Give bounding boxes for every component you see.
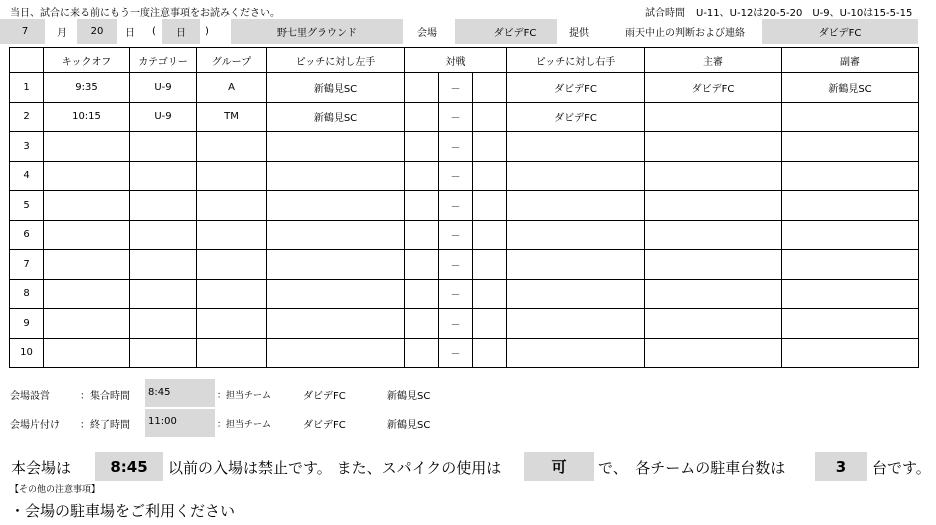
- cell-group: A: [197, 73, 267, 103]
- paren-open: (: [152, 26, 156, 37]
- setup-label: 会場設営: [10, 391, 50, 402]
- ground-name: 野七里グラウンド: [277, 28, 357, 39]
- table-row: [10, 250, 919, 280]
- cell-no: 10: [10, 338, 44, 368]
- cell-left: [267, 250, 405, 280]
- cell-left: 新鶴見SC: [267, 102, 405, 132]
- score-cell: [405, 279, 439, 309]
- cell-category: [130, 132, 197, 162]
- score-cell: [473, 73, 507, 103]
- header-group: グループ: [197, 48, 267, 73]
- table-row: [10, 102, 919, 132]
- header-referee: 主審: [645, 48, 782, 73]
- entry-mid1: 以前の入場は禁止です。 また、スパイクの使用は: [168, 459, 502, 477]
- cell-left: [267, 309, 405, 339]
- score-cell: [473, 191, 507, 221]
- score-cell: [405, 161, 439, 191]
- cell-vs: －: [439, 220, 473, 250]
- cell-group: [197, 161, 267, 191]
- cell-no: 6: [10, 220, 44, 250]
- cell-category: [130, 338, 197, 368]
- cell-vs: －: [439, 250, 473, 280]
- score-cell: [473, 220, 507, 250]
- setup-time: 8:45: [148, 387, 171, 398]
- cell-referee: [645, 338, 782, 368]
- cell-kickoff: [44, 191, 130, 221]
- cell-category: [130, 309, 197, 339]
- cell-kickoff: [44, 250, 130, 280]
- header-left-team: ピッチに対し左手: [267, 48, 405, 73]
- cell-assistant: [782, 161, 919, 191]
- rain-label: 雨天中止の判断および連絡: [625, 28, 745, 39]
- score-cell: [405, 73, 439, 103]
- cell-left: [267, 279, 405, 309]
- cell-group: [197, 220, 267, 250]
- provider-label: 提供: [569, 28, 589, 39]
- header-match: 対戦: [405, 48, 507, 73]
- cell-kickoff: 10:15: [44, 102, 130, 132]
- cleanup-team2: 新鶴見SC: [387, 420, 431, 431]
- cell-kickoff: [44, 132, 130, 162]
- entry-time: 8:45: [95, 452, 163, 481]
- cell-group: [197, 250, 267, 280]
- cleanup-time-label: ：終了時間: [80, 420, 130, 431]
- cell-vs: －: [439, 191, 473, 221]
- score-cell: [473, 250, 507, 280]
- cell-referee: [645, 191, 782, 221]
- entry-suffix: 台です。: [872, 459, 931, 477]
- cell-assistant: [782, 279, 919, 309]
- cell-right: ダビデFC: [507, 102, 645, 132]
- score-cell: [473, 338, 507, 368]
- score-cell: [473, 309, 507, 339]
- cell-group: TM: [197, 102, 267, 132]
- notice-text: 当日、試合に来る前にもう一度注意事項をお読みください。: [10, 8, 280, 19]
- table-row: [10, 132, 919, 162]
- entry-parking: 3: [815, 452, 867, 481]
- note-item: ・会場の駐車場をご利用ください: [10, 502, 236, 520]
- entry-mid2: で、 各チームの駐車台数は: [598, 459, 786, 477]
- table-header-row: [10, 48, 919, 73]
- header-right-team: ピッチに対し右手: [507, 48, 645, 73]
- cell-left: [267, 191, 405, 221]
- cell-group: [197, 279, 267, 309]
- score-cell: [405, 102, 439, 132]
- cell-right: [507, 191, 645, 221]
- score-cell: [473, 279, 507, 309]
- setup-team-label: ：担当チーム: [217, 391, 272, 401]
- day-value: 20: [90, 26, 104, 37]
- venue-label: 会場: [417, 28, 437, 39]
- cleanup-label: 会場片付け: [10, 420, 60, 431]
- cell-kickoff: [44, 220, 130, 250]
- rain-contact: ダビデFC: [818, 28, 862, 39]
- cell-right: [507, 132, 645, 162]
- entry-prefix: 本会場は: [11, 459, 72, 477]
- cell-assistant: [782, 102, 919, 132]
- cell-right: [507, 279, 645, 309]
- cell-no: 1: [10, 73, 44, 103]
- score-cell: [405, 309, 439, 339]
- cell-no: 5: [10, 191, 44, 221]
- cell-left: [267, 338, 405, 368]
- cell-assistant: [782, 220, 919, 250]
- cell-assistant: [782, 309, 919, 339]
- other-notes-label: 【その他の注意事項】: [10, 485, 101, 495]
- score-cell: [405, 338, 439, 368]
- score-cell: [473, 102, 507, 132]
- cell-assistant: [782, 250, 919, 280]
- cleanup-team1: ダビデFC: [303, 420, 346, 431]
- score-cell: [405, 191, 439, 221]
- cell-referee: ダビデFC: [645, 73, 782, 103]
- paren-close: ): [205, 26, 209, 37]
- cell-kickoff: [44, 338, 130, 368]
- table-row: [10, 309, 919, 339]
- cleanup-team-label: ：担当チーム: [217, 420, 272, 430]
- cell-vs: －: [439, 309, 473, 339]
- cell-referee: [645, 132, 782, 162]
- cell-vs: －: [439, 73, 473, 103]
- cell-left: [267, 220, 405, 250]
- header-assistant: 副審: [782, 48, 919, 73]
- venue-name: ダビデFC: [493, 28, 537, 39]
- header-no: [10, 48, 44, 73]
- cell-category: [130, 250, 197, 280]
- score-cell: [473, 132, 507, 162]
- cell-group: [197, 309, 267, 339]
- cell-vs: －: [439, 132, 473, 162]
- cell-no: 2: [10, 102, 44, 132]
- cell-kickoff: 9:35: [44, 73, 130, 103]
- cell-left: [267, 161, 405, 191]
- cell-assistant: [782, 338, 919, 368]
- cell-vs: －: [439, 102, 473, 132]
- cell-vs: －: [439, 279, 473, 309]
- cell-right: ダビデFC: [507, 73, 645, 103]
- score-cell: [405, 132, 439, 162]
- cell-no: 3: [10, 132, 44, 162]
- cell-assistant: [782, 191, 919, 221]
- cell-no: 4: [10, 161, 44, 191]
- cell-referee: [645, 220, 782, 250]
- cell-no: 9: [10, 309, 44, 339]
- cell-assistant: 新鶴見SC: [782, 73, 919, 103]
- score-cell: [405, 250, 439, 280]
- cell-right: [507, 309, 645, 339]
- schedule-table: [9, 47, 919, 368]
- cell-no: 8: [10, 279, 44, 309]
- cell-referee: [645, 161, 782, 191]
- table-row: [10, 73, 919, 103]
- cell-no: 7: [10, 250, 44, 280]
- cell-referee: [645, 279, 782, 309]
- cell-group: [197, 338, 267, 368]
- cell-category: [130, 191, 197, 221]
- cell-left: [267, 132, 405, 162]
- cell-group: [197, 191, 267, 221]
- month-value: 7: [21, 26, 29, 37]
- cell-kickoff: [44, 279, 130, 309]
- cell-referee: [645, 250, 782, 280]
- cell-category: [130, 220, 197, 250]
- cell-right: [507, 250, 645, 280]
- table-row: [10, 220, 919, 250]
- month-label: 月: [57, 28, 67, 39]
- cell-kickoff: [44, 161, 130, 191]
- table-row: [10, 191, 919, 221]
- cell-left: 新鶴見SC: [267, 73, 405, 103]
- table-row: [10, 279, 919, 309]
- cell-right: [507, 338, 645, 368]
- header-kickoff: キックオフ: [44, 48, 130, 73]
- cell-category: U-9: [130, 102, 197, 132]
- score-cell: [405, 220, 439, 250]
- cell-right: [507, 161, 645, 191]
- header-category: カテゴリー: [130, 48, 197, 73]
- cell-vs: －: [439, 161, 473, 191]
- cell-referee: [645, 309, 782, 339]
- cell-category: [130, 161, 197, 191]
- cell-category: U-9: [130, 73, 197, 103]
- score-cell: [473, 161, 507, 191]
- setup-time-label: ：集合時間: [80, 391, 130, 402]
- day-label: 日: [125, 28, 135, 39]
- cell-right: [507, 220, 645, 250]
- cell-vs: －: [439, 338, 473, 368]
- match-time-label: 試合時間: [645, 8, 685, 19]
- entry-spike: 可: [524, 452, 594, 481]
- setup-team2: 新鶴見SC: [387, 391, 431, 402]
- cleanup-time: 11:00: [148, 416, 177, 427]
- cell-group: [197, 132, 267, 162]
- match-time-text: U-11、U-12は20-5-20 U-9、U-10は15-5-15: [696, 8, 913, 19]
- cell-assistant: [782, 132, 919, 162]
- table-row: [10, 161, 919, 191]
- table-row: [10, 338, 919, 368]
- weekday-value: 日: [176, 28, 186, 39]
- cell-category: [130, 279, 197, 309]
- setup-team1: ダビデFC: [303, 391, 346, 402]
- cell-referee: [645, 102, 782, 132]
- cell-kickoff: [44, 309, 130, 339]
